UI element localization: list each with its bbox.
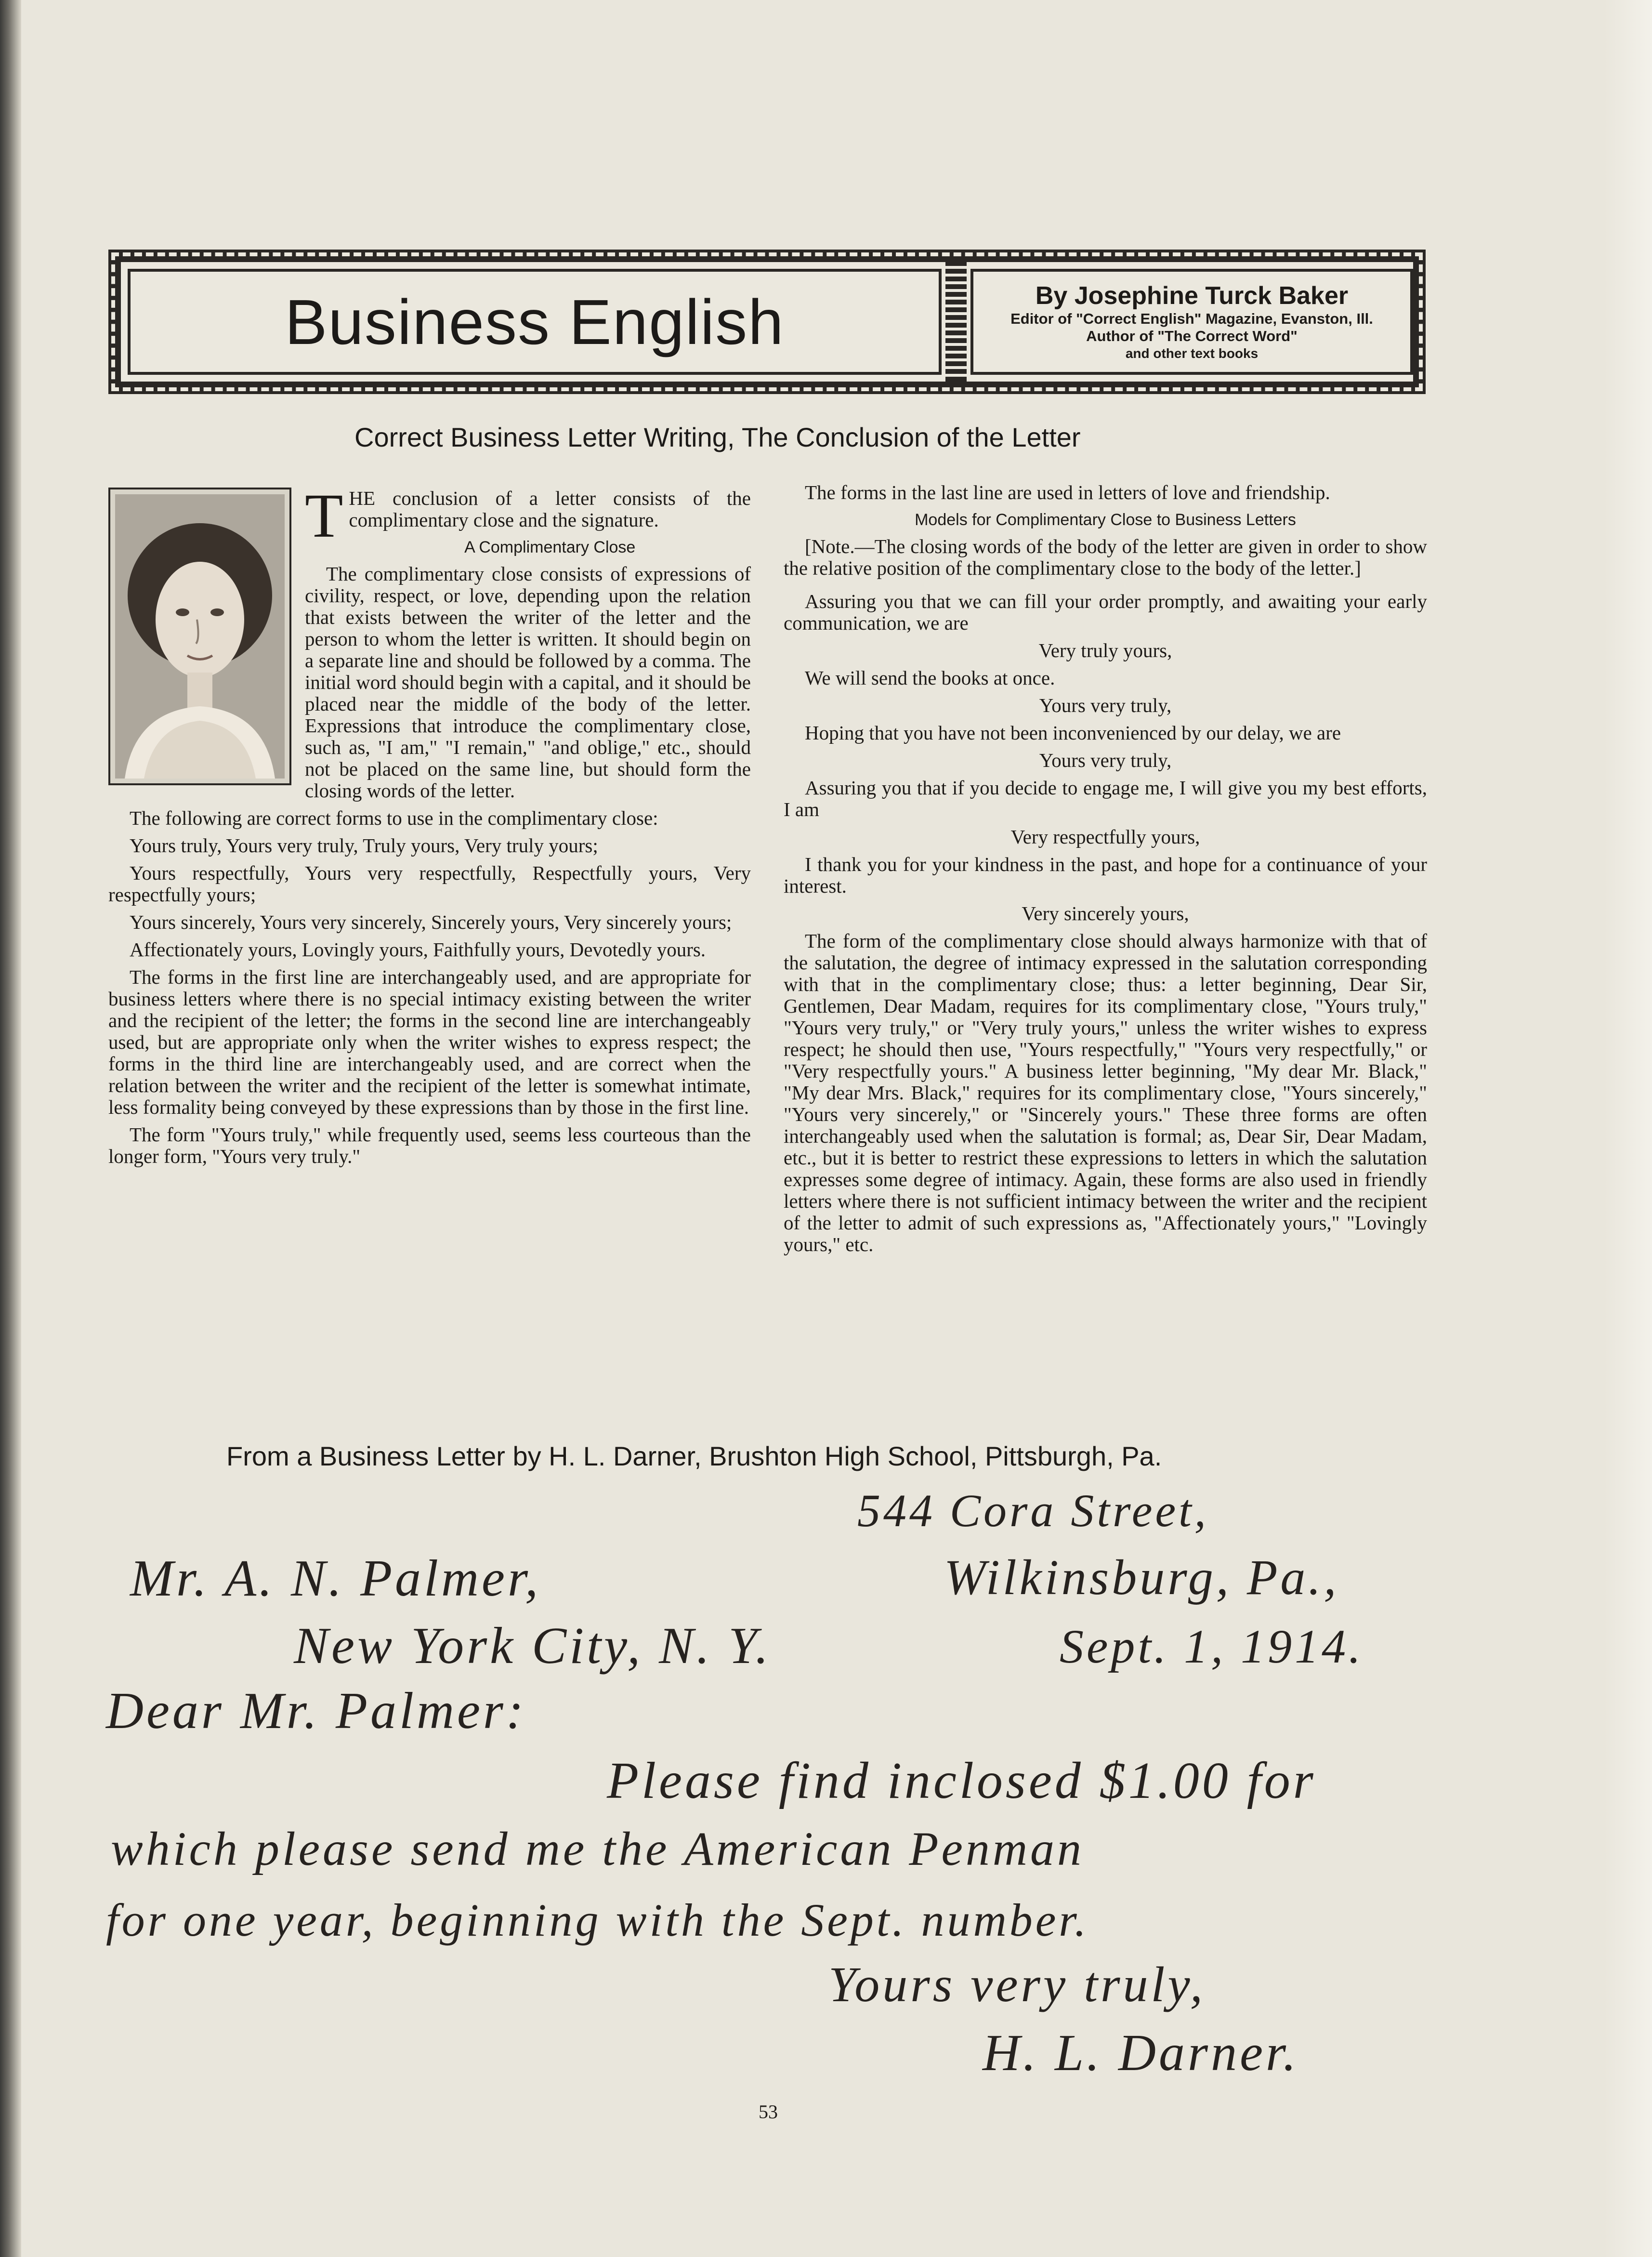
example-2-close: Yours very truly, [1039, 694, 1172, 716]
author-portrait [108, 488, 291, 785]
subheading-models: Models for Complimentary Close to Business Letters [915, 511, 1296, 529]
page-edge [1604, 0, 1652, 2257]
example-4-close: Very respectfully yours, [1010, 826, 1200, 848]
section-heading: Correct Business Letter Writing, The Conclusion of the Letter [354, 422, 1081, 452]
example-2: We will send the books at once. [805, 667, 1055, 689]
right-column [784, 482, 1427, 1261]
forms-line-3: Yours sincerely, Yours very sincerely, Sincerely yours, Very sincerely yours; [130, 911, 732, 933]
letter-address-street: 544 Cora Street, [857, 1485, 1209, 1536]
example-1: Assuring you that we can fill your order promptly, and awaiting your early communication, we are [784, 590, 1427, 634]
portrait-image [115, 494, 285, 779]
letter-recipient-city: New York City, N. Y. [294, 1617, 772, 1675]
page-number: 53 [759, 2101, 778, 2123]
paragraph-definition: The complimentary close consists of expressions of civility, respect, or love, depending upon the relation that exists between the writer of the letter and the person to whom the letter is written. It should begin on a separate line and should be followed by a comma. The initial word should begin with a capital, and it should be placed near the middle of the body of the letter. Expressions that introduce the complimentary close, such as, "I am," "I remain," "and oblige," etc., should not be placed on the same line, but should form the closing words of the letter. [305, 563, 751, 802]
left-column [108, 481, 751, 1173]
example-4: Assuring you that if you decide to engage me, I will give you my best efforts, I am [784, 777, 1427, 820]
forms-line-4: Affectionately yours, Lovingly yours, Faithfully yours, Devotedly yours. [130, 938, 706, 961]
letter-address-city: Wilkinsburg, Pa., [944, 1550, 1339, 1605]
banner-divider [945, 262, 967, 382]
example-1-close: Very truly yours, [1038, 639, 1172, 661]
example-5: I thank you for your kindness in the past, and hope for a continuance of your interest. [784, 853, 1427, 897]
drop-cap: T [305, 481, 343, 551]
letter-complimentary-close: Yours very truly, [828, 1957, 1206, 2012]
author-name: By Josephine Turck Baker [1035, 282, 1349, 310]
paragraph-last-line: The forms in the last line are used in letters of love and friendship. [805, 481, 1330, 503]
title-panel [128, 269, 942, 375]
forms-line-1: Yours truly, Yours very truly, Truly yours, Very truly yours; [130, 834, 598, 857]
letter-body-line-2: which please send me the American Penman [111, 1822, 1085, 1875]
letter-body-line-1: Please find inclosed $1.00 for [607, 1752, 1316, 1809]
page-title: Business English [285, 286, 785, 357]
author-editor-line: Editor of "Correct English" Magazine, Evanston, Ill. [1010, 310, 1373, 327]
letter-heading: From a Business Letter by H. L. Darner, Brushton High School, Pittsburgh, Pa. [226, 1441, 1162, 1471]
letter-signature: H. L. Darner. [983, 2024, 1299, 2082]
forms-line-2: Yours respectfully, Yours very respectfully, Respectfully yours, Very respectfully yours; [108, 862, 751, 906]
book-spine-shadow [0, 0, 21, 2257]
letter-salutation: Dear Mr. Palmer: [106, 1682, 526, 1740]
example-3: Hoping that you have not been inconvenienced by our delay, we are [805, 722, 1341, 744]
author-book-line: Author of "The Correct Word" [1086, 328, 1298, 344]
author-panel [970, 269, 1413, 375]
example-3-close: Yours very truly, [1039, 749, 1172, 771]
intro-paragraph: HE conclusion of a letter consists of the complimentary close and the signature. [349, 487, 751, 531]
subheading-complimentary-close: A Complimentary Close [464, 538, 636, 556]
header-banner [108, 250, 1426, 394]
letter-recipient-name: Mr. A. N. Palmer, [130, 1550, 541, 1607]
paragraph-yours-truly: The form "Yours truly," while frequently used, seems less courteous than the longer form, "Yours very truly." [108, 1123, 751, 1167]
letter-date: Sept. 1, 1914. [1060, 1620, 1364, 1673]
paragraph-harmony: The form of the complimentary close should always harmonize with that of the salutation, the degree of intimacy expressed in the salutation corresponding with that in the complimentary close; thus: a letter beginning, Dear Sir, Gentlemen, Dear Madam, requires for its complimentary close, "Yours truly," "Yours very truly," or "Very truly yours," unless the writer wishes to express respect; he should then use, "Yours respectfully," "Yours very respectfully," or "Very respectfully yours." A business letter beginning, "My dear Mr. Black," "My dear Mrs. Black," requires for its complimentary close, "Yours sincerely," "Yours very sincerely," or "Sincerely yours." These three forms are often interchangeably used when the salutation is formal; as, Dear Sir, Dear Madam, etc., but it is better to restrict these expressions to letters in which the salutation expresses some degree of intimacy. Again, these forms are also used in friendly letters where there is not sufficient intimacy between the writer and the recipient of the letter to admit of such expressions as, "Affectionately yours," "Lovingly yours," etc. [784, 930, 1427, 1255]
paragraph-forms-explained: The forms in the first line are interchangeably used, and are appropriate for business letters where there is no special intimacy existing between the writer and the recipient of the letter; the forms in the second line are interchangeably used, but are appropriate only when the writer wishes to express respect; the forms in the third line are interchangeably used, and are correct when the relation between the writer and the recipient of the letter is somewhat intimate, less formality being conveyed by these expressions than by those in the first line. [108, 966, 751, 1118]
example-5-close: Very sincerely yours, [1022, 902, 1189, 924]
letter-body-line-3: for one year, beginning with the Sept. number. [106, 1894, 1089, 1946]
author-other-line: and other text books [1125, 346, 1259, 361]
paragraph-forms-intro: The following are correct forms to use in the complimentary close: [130, 807, 658, 829]
note-paragraph: [Note.—The closing words of the body of the letter are given in order to show the relative position of the complimentary close to the body of the letter.] [784, 535, 1427, 579]
